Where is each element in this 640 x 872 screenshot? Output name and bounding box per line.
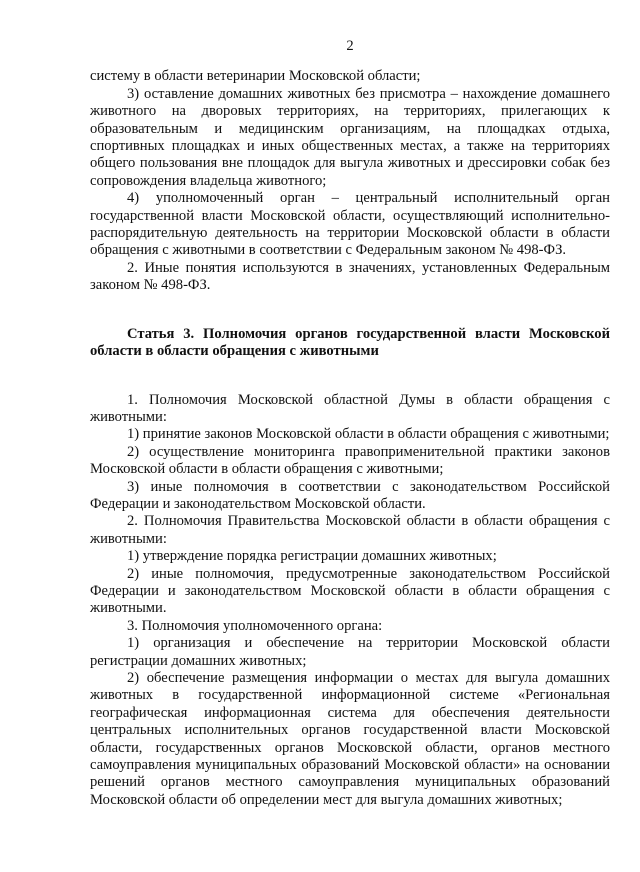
paragraph-continuation: систему в области ветеринарии Московской области;	[90, 68, 421, 85]
article-body-section	[90, 392, 610, 810]
paragraph-definition-3: 3) оставление домашних животных без присмотра – нахождение домашнего животного на дворовых территориях, на территориях, прилегающих к образовательным и медицинским организациям, на площадках отдыха, спортивных площадках и иных общественных местах, а также на территориях общего пользования вне площадок для выгула животных и дрессировки собак без сопровождения владельца животного;	[90, 85, 610, 189]
paragraph-duma-powers: 1. Полномочия Московской областной Думы в области обращения с животными:	[90, 391, 610, 425]
paragraph-duma-item-1: 1) принятие законов Московской области в области обращения с животными;	[127, 426, 610, 443]
paragraph-authorized-item-2: 2) обеспечение размещения информации о местах для выгула домашних животных в государственной информационной системе «Региональная географическая информационная система для обеспечения деятельности центральных исполнительных органов государственной власти Московской области, государственных органов Московской области, органов местного самоуправления муниципальных образований Московской области» на основании решений органов местного самоуправления муниципальных образований Московской области об определении мест для выгула домашних животных;	[90, 670, 610, 808]
paragraph-definition-4: 4) уполномоченный орган – центральный исполнительный орган государственной власти Московской области, осуществляющий исполнительно-распорядительную деятельность на территории Московской области в области обращения с животными в соответствии с Федеральным законом № 498-ФЗ.	[90, 190, 610, 259]
paragraphs-before-section	[90, 68, 610, 294]
paragraph-duma-item-3: 3) иные полномочия в соответствии с законодательством Российской Федерации и законодательством Московской области.	[90, 478, 610, 512]
paragraph-authorized-item-1: 1) организация и обеспечение на территории Московской области регистрации домашних животных;	[90, 635, 610, 669]
paragraph-government-item-1: 1) утверждение порядка регистрации домашних животных;	[127, 548, 497, 565]
paragraph-duma-item-2: 2) осуществление мониторинга правоприменительной практики законов Московской области в области обращения с животными;	[90, 443, 610, 478]
document-page	[90, 38, 610, 809]
paragraph-authorized-body-powers: 3. Полномочия уполномоченного органа:	[127, 617, 383, 634]
page-number: 2	[346, 38, 354, 54]
paragraph-government-item-2: 2) иные полномочия, предусмотренные законодательством Российской Федерации и законодательством Московской области в области обращения с животными.	[90, 565, 610, 617]
paragraph-government-powers: 2. Полномочия Правительства Московской области в области обращения с животными:	[90, 513, 610, 547]
article-heading: Статья 3. Полномочия органов государственной власти Московской области в области обращения с животными	[90, 325, 610, 360]
paragraph-other-terms: 2. Иные понятия используются в значениях, установленных Федеральным законом № 498-ФЗ.	[90, 259, 610, 294]
